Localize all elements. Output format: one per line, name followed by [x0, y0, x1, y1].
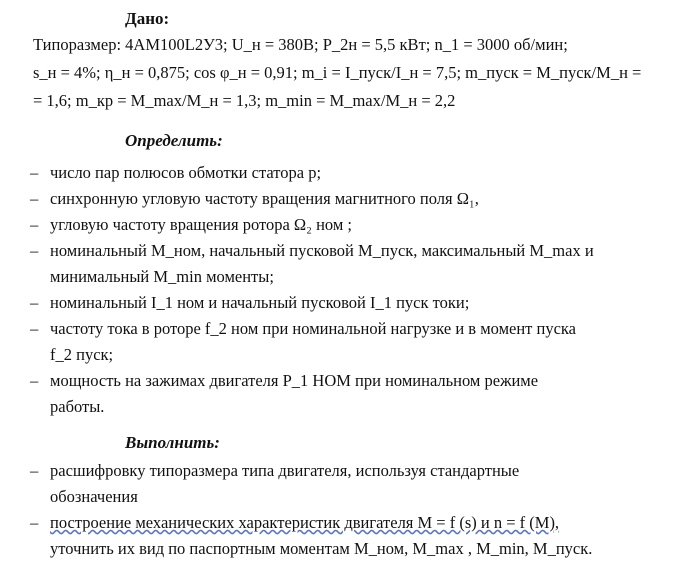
- determine-item: – мощность на зажимах двигателя P_1 НОМ при номинальном режиме: [30, 371, 539, 390]
- given-line-3: = 1,6; m_кр = M_max/M_н = 1,3; m_min = M_max/M_н = 2,2: [33, 91, 456, 110]
- determine-item-continuation: f_2 пуск;: [50, 345, 114, 364]
- given-line-1: Типоразмер: 4АМ100L2У3; U_н = 380В; P_2н = 5,5 кВт; n_1 = 3000 об/мин;: [33, 35, 568, 54]
- given-line-2: s_н = 4%; η_н = 0,875; cos φ_н = 0,91; m_i = I_пуск/I_н = 7,5; m_пуск = M_пуск/M_н =: [33, 63, 642, 82]
- given-title: Дано:: [125, 9, 170, 28]
- determine-item-continuation: минимальный M_min моменты;: [50, 267, 274, 286]
- determine-item: – число пар полюсов обмотки статора p;: [30, 163, 322, 182]
- determine-title: Определить:: [125, 131, 223, 150]
- determine-item: – номинальный I_1 ном и начальный пусковой I_1 пуск токи;: [30, 293, 470, 312]
- perform-title: Выполнить:: [125, 433, 220, 452]
- determine-item: – частоту тока в роторе f_2 ном при номинальной нагрузке и в момент пуска: [30, 319, 577, 338]
- determine-list: [30, 162, 660, 422]
- determine-item-continuation: работы.: [50, 397, 105, 416]
- perform-item-continuation: обозначения: [50, 487, 138, 506]
- determine-item: – синхронную угловую частоту вращения магнитного поля Ω₁,: [30, 189, 479, 208]
- perform-item-continuation: уточнить их вид по паспортным моментам M_ном, M_max , M_min, M_пуск.: [50, 539, 593, 558]
- perform-item: – построение механических характеристик двигателя M = f (s) и n = f (M),: [30, 513, 560, 532]
- perform-list: [30, 460, 660, 564]
- determine-item: – угловую частоту вращения ротора Ω₂ ном ;: [30, 215, 352, 234]
- determine-item: – номинальный M_ном, начальный пусковой M_пуск, максимальный M_max и: [30, 241, 594, 260]
- perform-item: – расшифровку типоразмера типа двигателя, используя стандартные: [30, 461, 520, 480]
